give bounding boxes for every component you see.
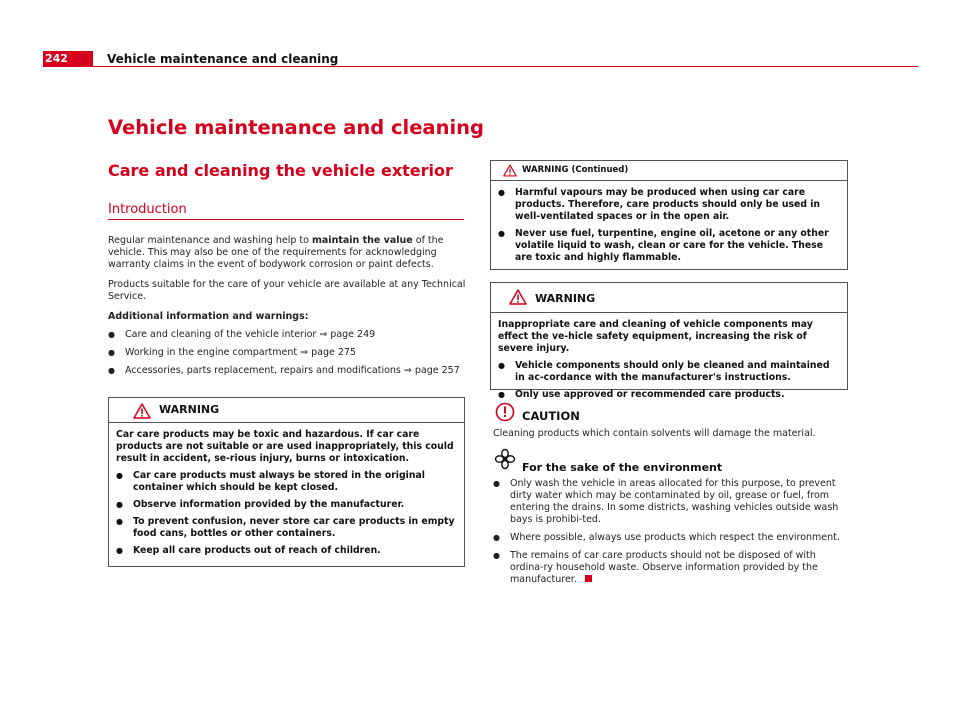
warning-continued-header bbox=[491, 161, 847, 181]
products-paragraph: Products suitable for the care of your vehicle are available at any Technical Service. bbox=[108, 279, 466, 302]
intro-paragraph bbox=[108, 235, 466, 271]
caution-exclamation-icon bbox=[495, 402, 515, 422]
reference-item[interactable]: ● Accessories, parts replacement, repairs and modifications ⇒ page 257 bbox=[108, 365, 466, 377]
warning-box-body bbox=[109, 423, 464, 566]
end-of-section-icon bbox=[585, 575, 592, 582]
intro-text bbox=[108, 235, 466, 382]
warning-title: WARNING bbox=[159, 403, 220, 416]
warning-triangle-icon bbox=[133, 403, 151, 419]
subsection-title: Introduction bbox=[108, 202, 187, 217]
environment-item: ● Where possible, always use products which respect the environment. bbox=[493, 532, 851, 544]
page-header bbox=[43, 51, 918, 67]
warning-triangle-icon bbox=[503, 164, 517, 177]
environment-item bbox=[493, 550, 851, 586]
warning-text: Inappropriate care and cleaning of vehicle components may effect the ve-hicle safety equipment, increasing the risk of severe injury. bbox=[498, 319, 813, 354]
reference-item[interactable]: ● Care and cleaning of the vehicle interior ⇒ page 249 bbox=[108, 329, 466, 341]
warning-item: ● Never use fuel, turpentine, engine oil, acetone or any other volatile liquid to wash, clean or care for the vehicle. These are toxic and highly flammable. bbox=[498, 228, 840, 264]
subsection-rule bbox=[108, 219, 464, 220]
warning-item: ● Observe information provided by the manufacturer. bbox=[116, 499, 457, 511]
warning-box-2 bbox=[490, 282, 848, 400]
warning-box bbox=[108, 397, 465, 567]
warning-item: ● To prevent confusion, never store car care products in empty food cans, bottles or other containers. bbox=[116, 516, 457, 540]
warning-item: ● Vehicle components should only be cleaned and maintained in ac-cordance with the manufacturer's instructions. bbox=[498, 360, 840, 384]
warning-triangle-icon bbox=[509, 289, 527, 305]
reference-item[interactable]: ● Working in the engine compartment ⇒ page 275 bbox=[108, 347, 466, 359]
warning-item: ● Keep all care products out of reach of children. bbox=[116, 545, 457, 557]
caution-text: Cleaning products which contain solvents will damage the material. bbox=[493, 428, 816, 439]
warning-box-header bbox=[109, 398, 464, 423]
environment-item-text: The remains of car care products should not be disposed of with ordina-ry household waste. Observe information provided by the manufacturer. bbox=[510, 550, 818, 585]
additional-heading: Additional information and warnings: bbox=[108, 311, 309, 322]
running-title: Vehicle maintenance and cleaning bbox=[107, 52, 339, 66]
warning-item: ● Harmful vapours may be produced when using car care products. Therefore, care products should only be used in well-ventilated spaces or in the open air. bbox=[498, 187, 840, 223]
page-number: 242 bbox=[43, 51, 93, 67]
warning-box-2-header bbox=[491, 283, 847, 313]
warning-item: ● Car care products must always be stored in the original container which should be kept closed. bbox=[116, 470, 457, 494]
intro-text-end: of the vehicle. This may also be one of the requirements for acknowledging warranty claims in the event of bodywork corrosion or paint defects. bbox=[108, 235, 444, 270]
environment-item: ● Only wash the vehicle in areas allocated for this purpose, to prevent dirty water which may be contaminated by oil, grease or fuel, from entering the drains. In some districts, washing vehicles outside wash bays is prohibi-ted. bbox=[493, 478, 851, 526]
section-title: Care and cleaning the vehicle exterior bbox=[108, 161, 453, 180]
warning-continued-title: WARNING (Continued) bbox=[522, 165, 629, 175]
chapter-title: Vehicle maintenance and cleaning bbox=[108, 116, 484, 139]
warning-text: Car care products may be toxic and hazardous. If car care products are not suitable or are used inappropriately, this could result in accident, se-rious injury, burns or intoxication. bbox=[116, 429, 454, 464]
intro-text-start: Regular maintenance and washing help to bbox=[108, 235, 312, 246]
environment-title: For the sake of the environment bbox=[522, 461, 723, 474]
warning-box-2-body bbox=[491, 313, 847, 410]
environment-flower-icon bbox=[494, 448, 516, 470]
warning-continued-body bbox=[491, 181, 847, 273]
caution-title: CAUTION bbox=[522, 409, 580, 423]
intro-text-bold: maintain the value bbox=[312, 235, 413, 246]
warning-title: WARNING bbox=[535, 292, 596, 305]
environment-text bbox=[493, 478, 851, 591]
warning-item: ● Only use approved or recommended care products. bbox=[498, 389, 840, 401]
warning-continued-box bbox=[490, 160, 848, 270]
header-rule bbox=[43, 66, 918, 67]
